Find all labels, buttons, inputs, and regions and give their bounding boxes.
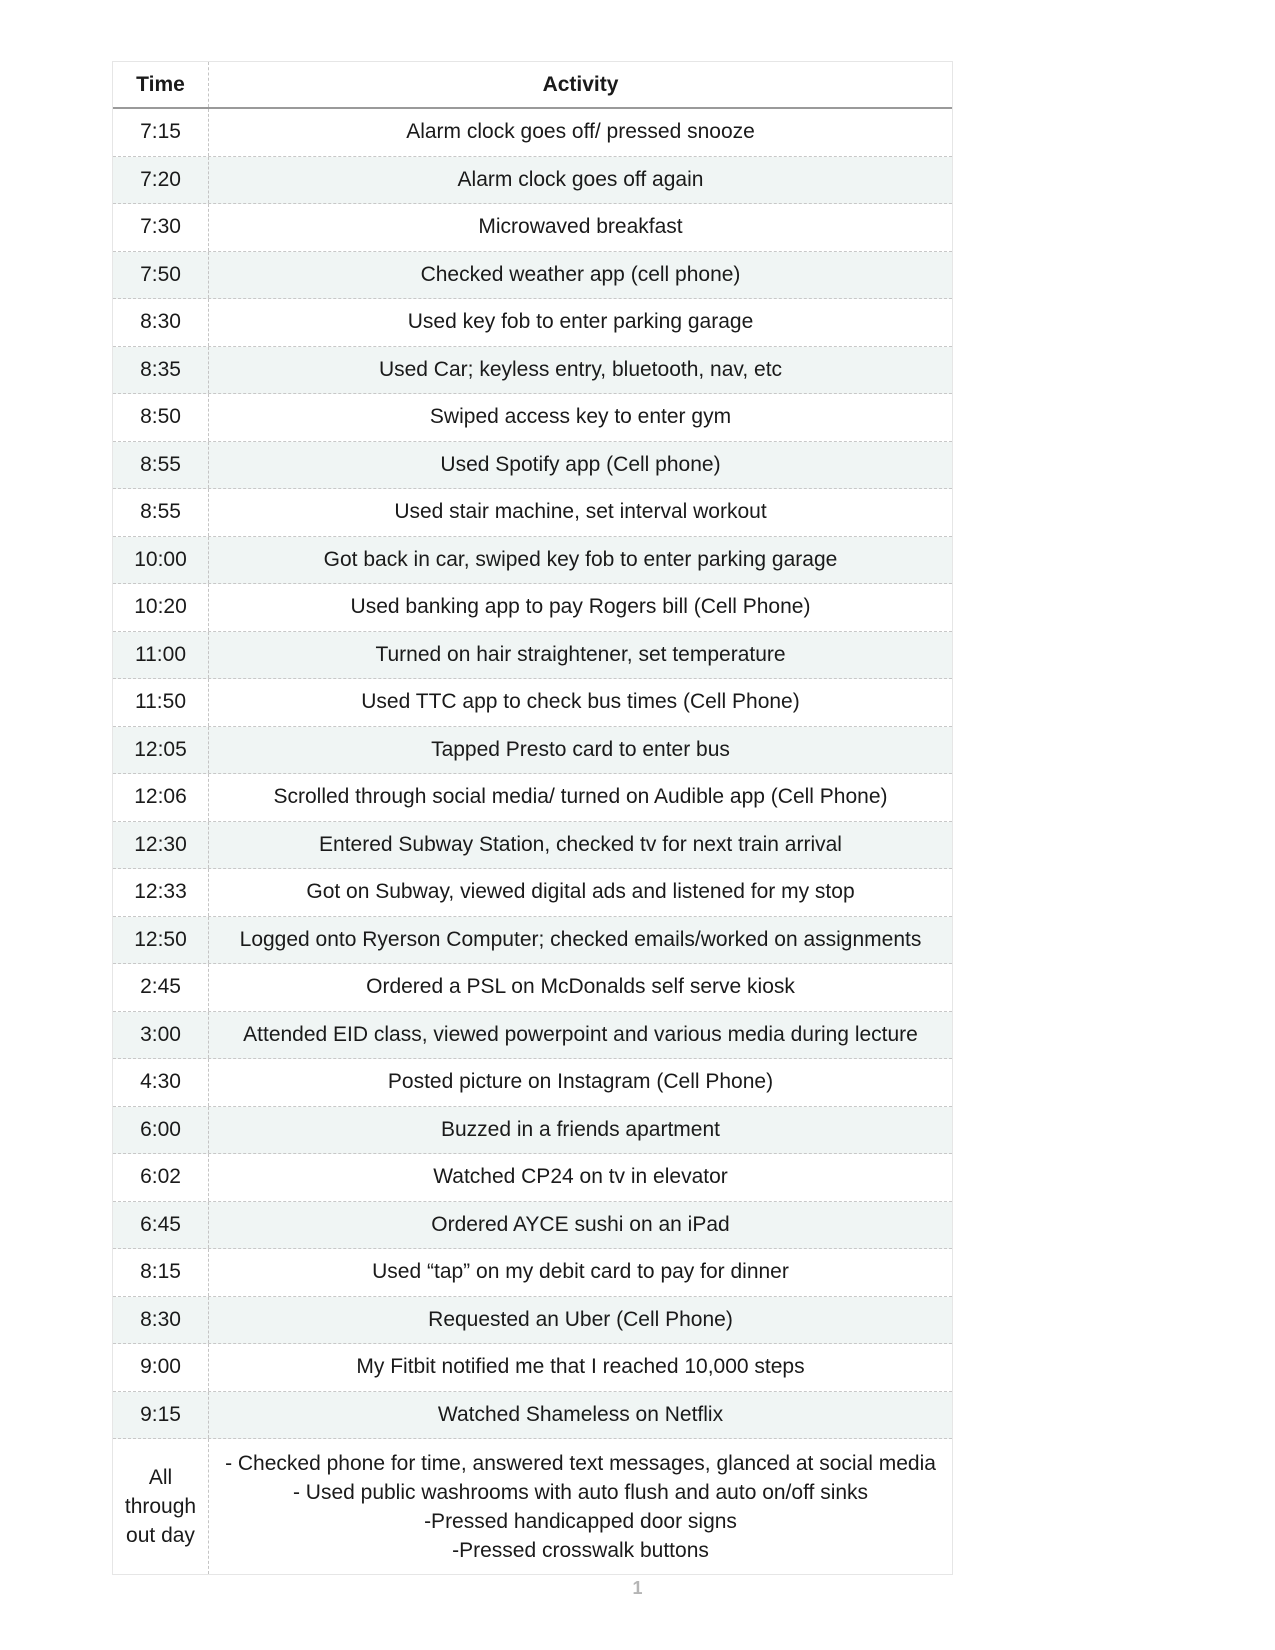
row-time: 8:50 [113,394,209,441]
table-row [113,679,952,727]
row-activity: Attended EID class, viewed powerpoint and various media during lecture [243,1022,918,1046]
row-activity: Used stair machine, set interval workout [394,500,767,524]
table-row-all-day [113,1439,952,1574]
table-row [113,347,952,395]
row-activity: Ordered AYCE sushi on an iPad [431,1212,730,1236]
table-row [113,109,952,157]
row-activity: Used TTC app to check bus times (Cell Phone) [361,690,800,714]
header-activity: Activity [542,72,619,96]
row-activity: Tapped Presto card to enter bus [431,737,730,761]
row-time: 12:33 [113,869,209,916]
table-row [113,917,952,965]
row-activity: Got on Subway, viewed digital ads and listened for my stop [306,880,855,904]
table-row [113,442,952,490]
row-time: 7:20 [113,157,209,204]
table-row [113,632,952,680]
all-day-line: -Pressed handicapped door signs [424,1509,737,1533]
row-time: 8:35 [113,347,209,394]
row-activity: Watched CP24 on tv in elevator [433,1165,728,1189]
table-row [113,1249,952,1297]
row-activity: Logged onto Ryerson Computer; checked emails/worked on assignments [239,927,922,951]
row-time: 11:50 [113,679,209,726]
row-time: 12:50 [113,917,209,964]
header-time: Time [113,62,209,107]
row-time: 10:00 [113,537,209,584]
table-row [113,1297,952,1345]
row-time: 8:15 [113,1249,209,1296]
row-activity: Requested an Uber (Cell Phone) [428,1307,733,1331]
row-time: 9:15 [113,1392,209,1439]
table-row [113,299,952,347]
row-activity: Got back in car, swiped key fob to enter parking garage [323,547,838,571]
row-time: 2:45 [113,964,209,1011]
row-time: 7:30 [113,204,209,251]
all-day-line: -Pressed crosswalk buttons [452,1538,709,1562]
row-activity: Buzzed in a friends apartment [441,1117,720,1141]
row-activity: Alarm clock goes off/ pressed snooze [406,120,755,144]
row-time: 3:00 [113,1012,209,1059]
row-time: 4:30 [113,1059,209,1106]
row-activity: Used “tap” on my debit card to pay for dinner [372,1260,789,1284]
row-time: 7:50 [113,252,209,299]
row-activity: Entered Subway Station, checked tv for next train arrival [319,832,842,856]
table-row [113,1059,952,1107]
table-row [113,489,952,537]
all-day-time: All through out day [113,1439,209,1574]
row-activity: Microwaved breakfast [478,215,683,239]
row-activity: Scrolled through social media/ turned on Audible app (Cell Phone) [273,785,888,809]
row-activity: Used Spotify app (Cell phone) [440,452,721,476]
table-row [113,964,952,1012]
row-activity: Ordered a PSL on McDonalds self serve kiosk [366,975,795,999]
table-row [113,252,952,300]
table-row [113,1344,952,1392]
row-activity: Used banking app to pay Rogers bill (Cell Phone) [350,595,811,619]
row-time: 8:30 [113,299,209,346]
table-row [113,727,952,775]
row-time: 8:55 [113,442,209,489]
row-activity: My Fitbit notified me that I reached 10,000 steps [356,1355,805,1379]
table-row [113,1107,952,1155]
row-time: 9:00 [113,1344,209,1391]
all-day-line: - Checked phone for time, answered text messages, glanced at social media [225,1451,936,1475]
row-activity: Alarm clock goes off again [457,167,704,191]
row-time: 11:00 [113,632,209,679]
table-row [113,1202,952,1250]
row-activity: Turned on hair straightener, set temperature [375,642,786,666]
row-time: 6:00 [113,1107,209,1154]
row-activity: Used key fob to enter parking garage [407,310,754,334]
table-row [113,537,952,585]
row-time: 12:06 [113,774,209,821]
table-row [113,204,952,252]
row-time: 6:45 [113,1202,209,1249]
table-row [113,822,952,870]
row-time: 8:55 [113,489,209,536]
table-row [113,1392,952,1440]
row-time: 8:30 [113,1297,209,1344]
all-day-activities [209,1439,952,1574]
table-row [113,394,952,442]
row-activity: Swiped access key to enter gym [429,405,732,429]
row-time: 6:02 [113,1154,209,1201]
row-activity: Posted picture on Instagram (Cell Phone) [387,1070,774,1094]
all-day-line: - Used public washrooms with auto flush and auto on/off sinks [292,1480,869,1504]
table-body [113,109,952,1439]
row-time: 10:20 [113,584,209,631]
table-row [113,774,952,822]
row-activity: Used Car; keyless entry, bluetooth, nav, etc [378,357,783,381]
row-activity: Checked weather app (cell phone) [420,262,741,286]
row-time: 7:15 [113,109,209,156]
activity-table [112,61,953,1575]
table-row [113,869,952,917]
row-time: 12:30 [113,822,209,869]
row-time: 12:05 [113,727,209,774]
table-row [113,157,952,205]
table-row [113,584,952,632]
page-number: 1 [632,1578,643,1598]
row-activity: Watched Shameless on Netflix [437,1402,724,1426]
table-row [113,1012,952,1060]
table-row [113,1154,952,1202]
table-header [113,62,952,109]
